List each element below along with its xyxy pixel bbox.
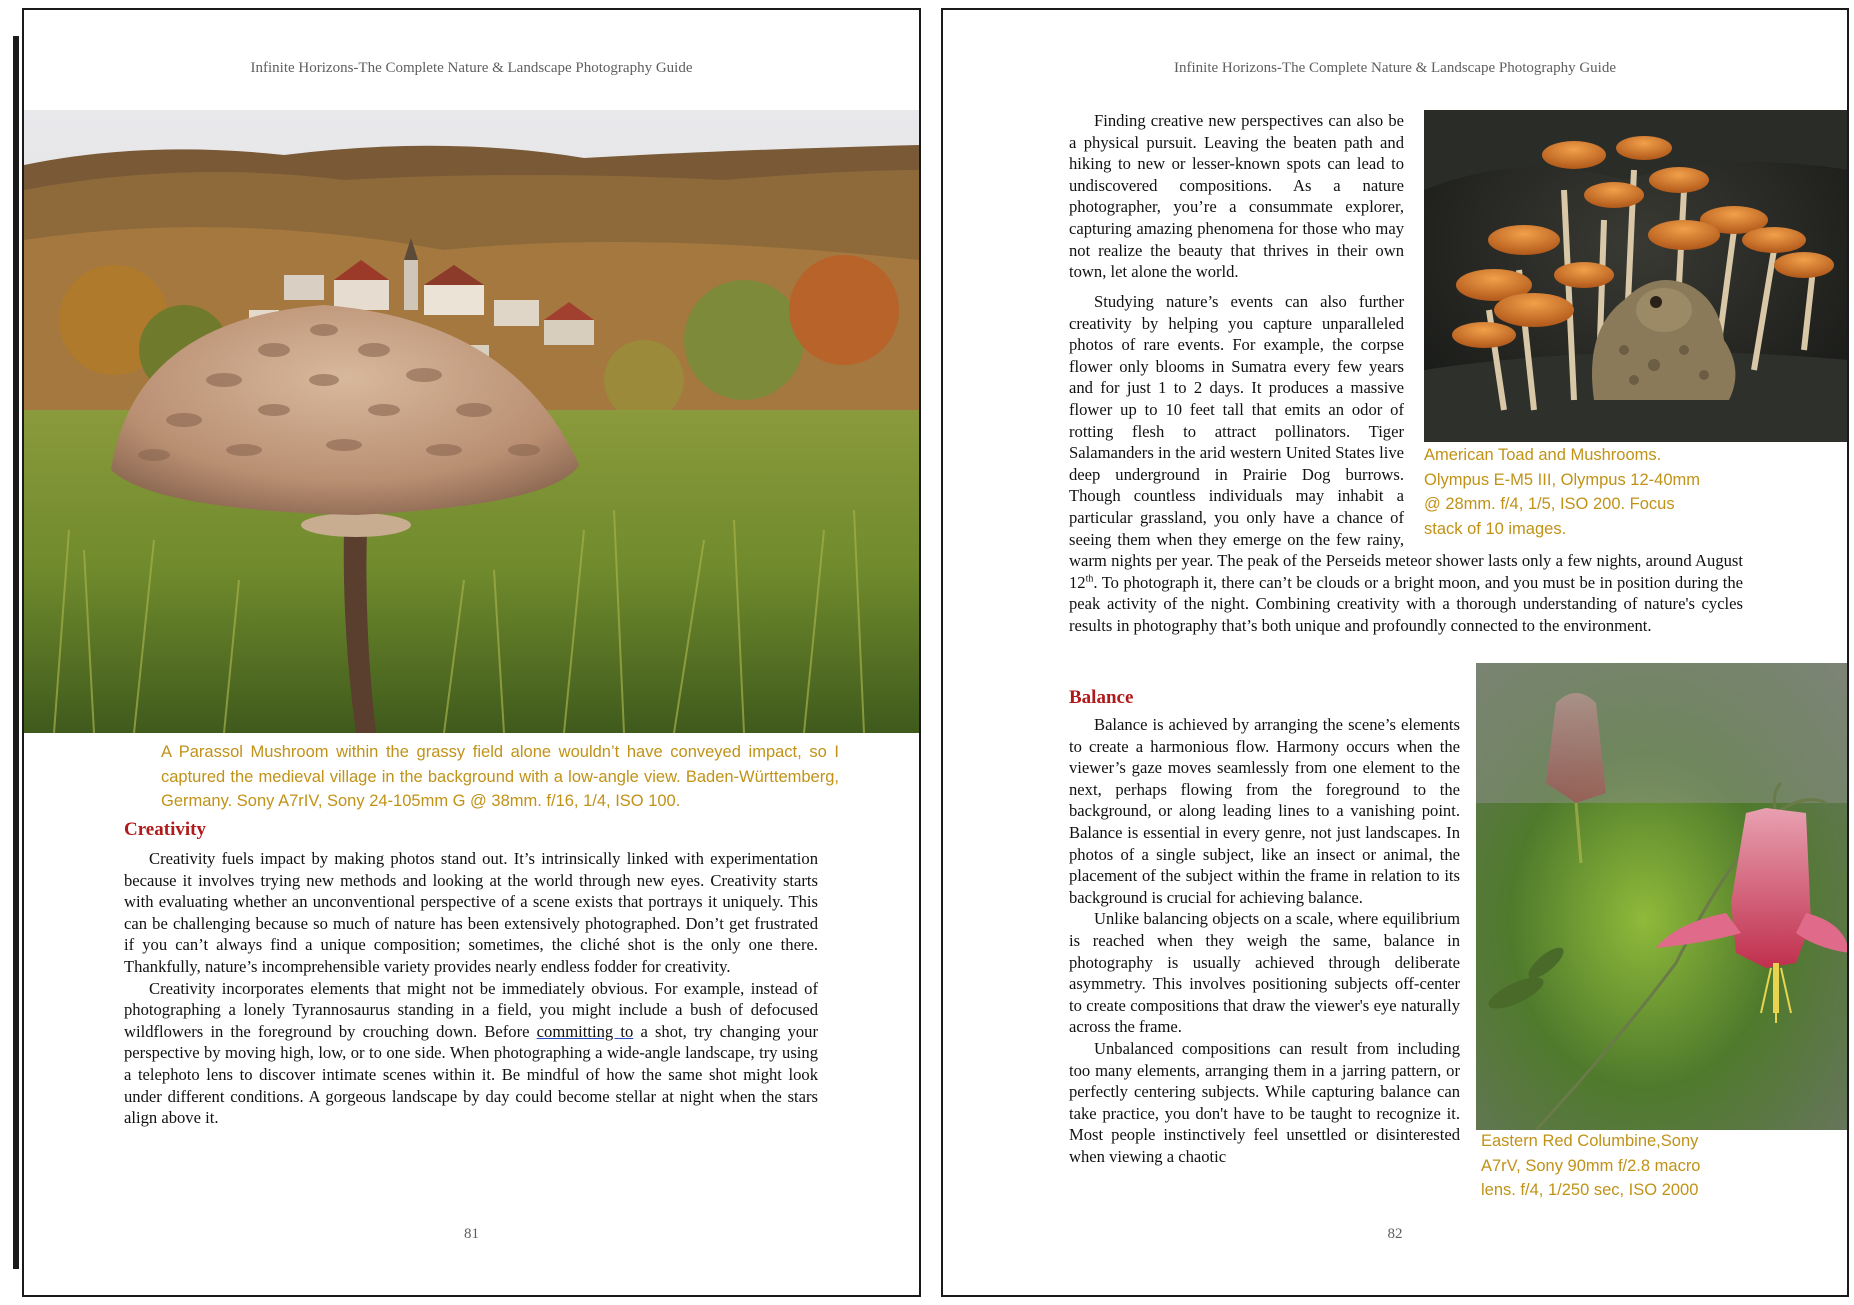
underlying-page-edge bbox=[13, 36, 19, 1269]
parasol-mushroom-photo bbox=[24, 110, 919, 733]
creativity-paragraph-1: Creativity fuels impact by making photos stand out. It’s intrinsically linked with experimentation because it involves trying new methods and looking at the world through new eyes. Creativity starts with evaluating whether an unconventional perspective of a scene exists that portrays it uniquely. This can be challenging because so much of nature has been extensively photographed. Don’t get frustrated if you can’t always find a unique composition; sometimes, the cliché shot is the only one there. Thankfully, nature’s incomprehensible variety provides nearly endless fodder for creativity. bbox=[124, 849, 818, 976]
right-events-block bbox=[1069, 291, 1743, 661]
ordinal-suffix: th bbox=[1085, 573, 1094, 585]
balance-paragraph-3: Unbalanced compositions can result from including too many elements, arranging them in a jarring pattern, or perfectly centering subjects. While capturing balance can take practice, you don't have to be taught to recognize it. Most people instinctively feel unsettled or disinterested when viewing a chaotic bbox=[1069, 1038, 1460, 1166]
mushroom-photo-caption: A Parassol Mushroom within the grassy field alone wouldn’t have conveyed impact, so I captured the medieval village in the background with a low-angle view. Baden-Württemberg, Germany. Sony A7rIV, Sony 24-105mm G @ 38mm. f/16, 1/4, ISO 100. bbox=[161, 743, 839, 810]
creativity-paragraph-2 bbox=[124, 978, 818, 1129]
right-top-paragraph-1 bbox=[1069, 110, 1404, 283]
events-text-end: . To photograph it, there can’t be clouds or a bright moon, and you must be in position during the peak activity of the night. Combining creativity with a thorough understanding of nature's cycles results in photography that’s both unique and profoundly connected to the environment. bbox=[1069, 572, 1743, 635]
page-82 bbox=[941, 8, 1849, 1297]
perspective-paragraph: Finding creative new perspectives can also be a physical pursuit. Leaving the beaten path and hiking to new or lesser-known spots can lead to undiscovered compositions. As a nature photographer, you’re a consummate explorer, capturing amazing phenomena for those who may not realize the beauty that thrives in their own town, let alone the world. bbox=[1069, 111, 1404, 282]
creativity-body bbox=[124, 848, 818, 1129]
section-title-creativity: Creativity bbox=[124, 819, 206, 840]
running-header: Infinite Horizons-The Complete Nature & Landscape Photography Guide bbox=[1174, 60, 1616, 76]
page-81 bbox=[22, 8, 921, 1297]
page-number-81: 81 bbox=[464, 1226, 479, 1242]
para2-text-end: a shot, try changing your perspective by moving high, low, or to one side. When photographing a wide-angle landscape, try using a telephoto lens to discover intimate scenes within it. Be mindful of how the same shot might look under different conditions. A gorgeous landscape by day could become stellar at night when the stars align above it. bbox=[124, 1021, 818, 1128]
balance-paragraph-1: Balance is achieved by arranging the scene’s elements to create a harmonious flow. Harmony occurs when the viewer’s gaze moves seamlessly from one element to the next, perhaps flowing from the foreground to the background, or along leading lines to a vanishing point. Balance is essential in every genre, not just landscapes. In photos of a single subject, like an insect or animal, the placement of the subject within the frame in relation to its background is crucial for achieving balance. bbox=[1069, 715, 1460, 907]
red-columbine-photo bbox=[1476, 663, 1849, 1130]
toad-photo-wrap-space bbox=[1404, 291, 1743, 537]
toad-photo-caption: American Toad and Mushrooms. Olympus E-M5 III, Olympus 12-40mm @ 28mm. f/4, 1/5, ISO 200. Focus stack of 10 images. bbox=[1424, 446, 1700, 538]
balance-paragraph-2: Unlike balancing objects on a scale, where equilibrium is reached when they weigh the same, balance in photography is usually achieved through deliberate asymmetry. This involves positioning subjects off-center to create compositions that draw the viewer's eye naturally across the frame. bbox=[1069, 909, 1460, 1037]
events-text-start: Studying nature’s events can also further creativity by helping you capture unparalleled photos of rare events. For example, the corpse flower only blooms in Sumatra every few years and for just 1 to 2 days. It produces a massive flower up to 10 feet tall that emits an odor of rotting flesh to attract pollinators. Tiger Salamanders in the arid western United States live deep underground in Prairie Dog burrows. Though countless individuals may inhabit a particular grassland, you only have a chance of seeing them when they emerge on the few rainy, warm nights per year. The peak of the Perseids meteor shower lasts only a few nights, around August 12 bbox=[1069, 292, 1743, 592]
section-title-balance: Balance bbox=[1069, 687, 1134, 708]
page-number-82: 82 bbox=[1387, 1226, 1403, 1242]
balance-body bbox=[1069, 714, 1460, 1167]
running-header: Infinite Horizons-The Complete Nature & Landscape Photography Guide bbox=[250, 60, 693, 76]
columbine-photo-caption: Eastern Red Columbine,Sony A7rV, Sony 90mm f/2.8 macro lens. f/4, 1/250 sec, ISO 2000 bbox=[1481, 1132, 1701, 1199]
committing-to-link[interactable]: committing to bbox=[536, 1021, 634, 1041]
para2-text-start: Creativity incorporates elements that might not be immediately obvious. For example, instead of photographing a lonely Tyrannosaurus standing in a field, you might include a bush of defocused wildflowers in the foreground by crouching down. Before bbox=[124, 978, 818, 1041]
